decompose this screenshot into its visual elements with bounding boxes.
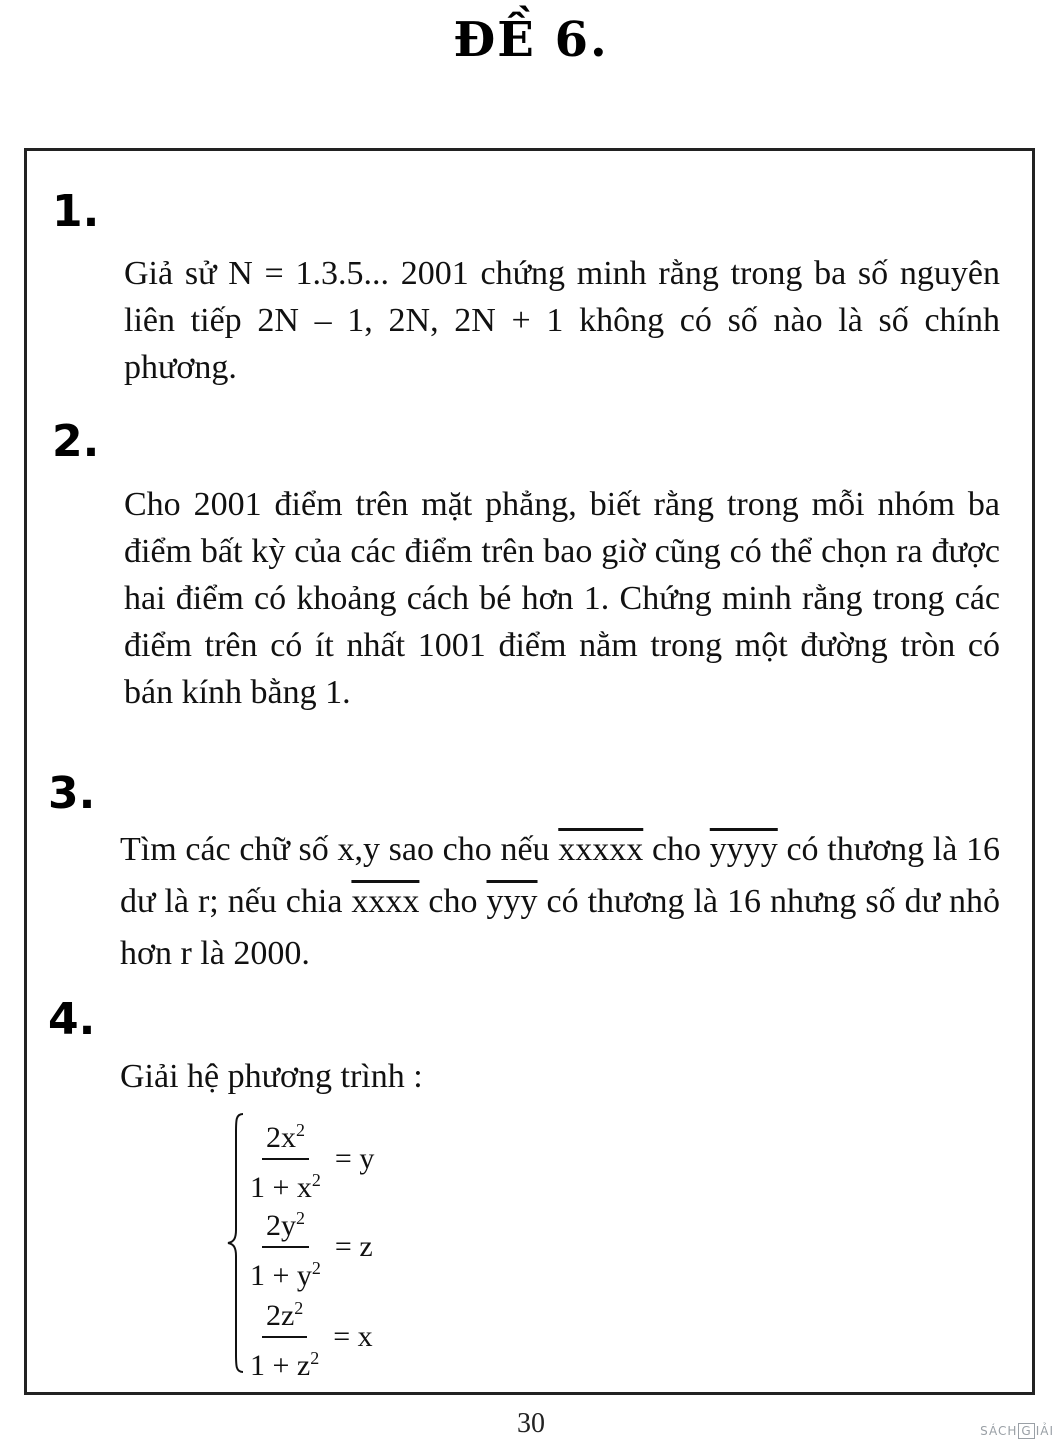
equation-1-rhs: = y (334, 1142, 375, 1175)
numerator-2: $2y^2$ (262, 1200, 309, 1248)
numerator-3: $2z^2$ (262, 1290, 307, 1338)
numerator-1: $2x^2$ (262, 1112, 309, 1160)
page-number: 30 (517, 1408, 545, 1439)
equation-3-rhs: = x (333, 1320, 373, 1353)
equation-2 (246, 1200, 373, 1294)
problem-3-part5: có thương là 16 nhưng số dư nhỏ hơn r là 2000. (120, 883, 1001, 972)
problem-4-number: 4. (48, 994, 96, 1045)
fraction-2 (246, 1200, 325, 1294)
problem-3-part2: cho (651, 831, 702, 868)
overline-number-xxxx: xxxx (351, 883, 420, 920)
overline-number-xxxxx: xxxxx (558, 831, 644, 868)
watermark-logo: SÁCH G IẢI (980, 1424, 1054, 1438)
problem-2-number: 2. (52, 416, 100, 467)
overline-number-yyy: $\overline{yyy}$ (486, 883, 538, 920)
fraction-3 (246, 1290, 323, 1384)
equation-1 (246, 1112, 374, 1206)
problem-3-part1: Tìm các chữ số x,y sao cho nếu (120, 831, 550, 868)
denominator-2: $1 + y^2$ (250, 1258, 321, 1292)
problem-3-part4: cho (428, 883, 478, 920)
equation-system (226, 1112, 486, 1382)
problem-1-number: 1. (52, 186, 100, 237)
equation-3 (246, 1290, 373, 1384)
fraction-1 (246, 1112, 325, 1206)
problem-2-text: Cho 2001 điểm trên mặt phẳng, biết rằng trong mỗi nhóm ba điểm bất kỳ của các điểm trên bao giờ cũng có thể chọn ra được hai điểm có khoảng cách bé hơn 1. Chứng minh rằng trong các điểm trên có ít nhất 1001 điểm nằm trong một đường tròn có bán kính bằng 1. (124, 486, 1000, 711)
problem-1-text: Giả sử N = 1.3.5... 2001 chứng minh rằng trong ba số nguyên liên tiếp 2N – 1, 2N, 2N + 1 không có số nào là số chính phương. (124, 255, 1000, 386)
page-title: ĐỀ 6. (453, 12, 609, 68)
problem-3-part3: có thương là 16 dư là r; nếu chia (120, 831, 1001, 920)
denominator-1: $1 + x^2$ (250, 1170, 321, 1204)
problem-3-text (120, 824, 1000, 980)
overline-number-yyyy: yyyy (709, 831, 778, 868)
denominator-3: $1 + z^2$ (250, 1348, 320, 1382)
problem-4-text: Giải hệ phương trình : (120, 1058, 423, 1095)
equation-2-rhs: = z (334, 1230, 373, 1263)
problem-3-number: 3. (48, 768, 96, 819)
left-brace-icon (226, 1112, 246, 1374)
